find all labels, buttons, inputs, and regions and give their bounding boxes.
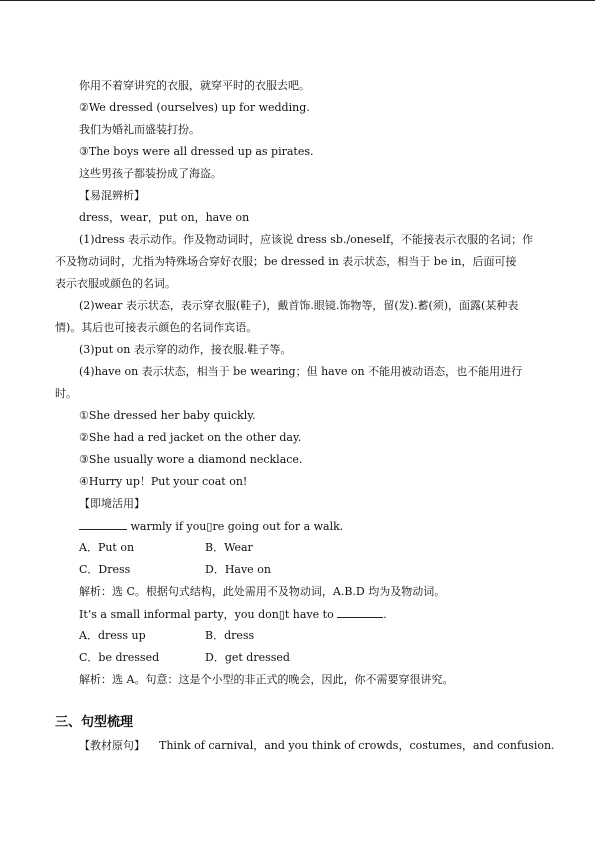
answer-explanation: 解析：选 A。句意：这是个小型的非正式的晚会，因此，你不需要穿很讲究。 — [79, 673, 454, 686]
option-a: A．dress up — [79, 629, 146, 642]
text-line: 你用不着穿讲究的衣服，就穿平时的衣服去吧。 — [79, 79, 310, 92]
text-line: dress，wear，put on，have on — [79, 211, 250, 224]
paragraph-line: (2)wear 表示状态，表示穿衣服(鞋子)，戴首饰.眼镜.饰物等，留(发).蓄(须)，面露(某种表 — [79, 299, 519, 312]
answer-blank — [79, 519, 127, 530]
example-sentence: ②We dressed (ourselves) up for wedding. — [79, 101, 310, 114]
question-2-text: It’s a small informal party，you don▯t have to — [79, 608, 338, 621]
paragraph-line: 表示衣服或颜色的名词。 — [55, 277, 176, 290]
question-1-text: warmly if you▯re going out for a walk. — [127, 520, 344, 533]
subheading-confusables: 【易混辨析】 — [79, 189, 145, 202]
option-d: D．get dressed — [205, 651, 290, 664]
textbook-sentence-label: 【教材原句】 — [79, 739, 145, 752]
question-2 — [79, 607, 541, 621]
paragraph-line: 不及物动词时，尤指为特殊场合穿好衣服；be dressed in 表示状态，相当于 be in，后面可接 — [55, 255, 517, 268]
textbook-sentence-text: Think of carnival，and you think of crowds，costumes，and confusion. — [159, 739, 555, 752]
option-d: D．Have on — [205, 563, 271, 576]
answer-explanation: 解析：选 C。根据句式结构，此处需用不及物动词，A.B.D 均为及物动词。 — [79, 585, 446, 598]
option-a: A．Put on — [79, 541, 135, 554]
example-sentence: ③She usually wore a diamond necklace. — [79, 453, 303, 466]
paragraph-line: (4)have on 表示状态，相当于 be wearing；但 have on 不能用被动语态，也不能用进行 — [79, 365, 523, 378]
subheading-practice: 【即境活用】 — [79, 497, 145, 510]
option-c: C．Dress — [79, 563, 131, 576]
paragraph-line: 时。 — [55, 387, 77, 400]
options-row — [79, 563, 541, 576]
example-sentence: ③The boys were all dressed up as pirates. — [79, 145, 314, 158]
text-line: 我们为婚礼而盛装打扮。 — [79, 123, 200, 136]
option-c: C．be dressed — [79, 651, 160, 664]
options-row — [79, 629, 541, 642]
paragraph-line: 情)。其后也可接表示颜色的名词作宾语。 — [55, 321, 258, 334]
textbook-sentence — [79, 739, 555, 752]
section-heading: 三、句型梳理 — [55, 715, 134, 730]
answer-blank — [337, 607, 383, 618]
question-2-end: . — [383, 608, 387, 621]
example-sentence: ①She dressed her baby quickly. — [79, 409, 256, 422]
option-b: B．dress — [205, 629, 255, 642]
paragraph-line: (3)put on 表示穿的动作，接衣服.鞋子等。 — [79, 343, 292, 356]
option-b: B．Wear — [205, 541, 253, 554]
example-sentence: ④Hurry up！Put your coat on! — [79, 475, 248, 488]
question-1 — [79, 519, 541, 533]
paragraph-line: (1)dress 表示动作。作及物动词时，应该说 dress sb./oneself，不能接表示衣服的名词；作 — [79, 233, 534, 246]
options-row — [79, 541, 541, 554]
text-line: 这些男孩子都装扮成了海盗。 — [79, 167, 222, 180]
options-row — [79, 651, 541, 664]
example-sentence: ②She had a red jacket on the other day. — [79, 431, 302, 444]
